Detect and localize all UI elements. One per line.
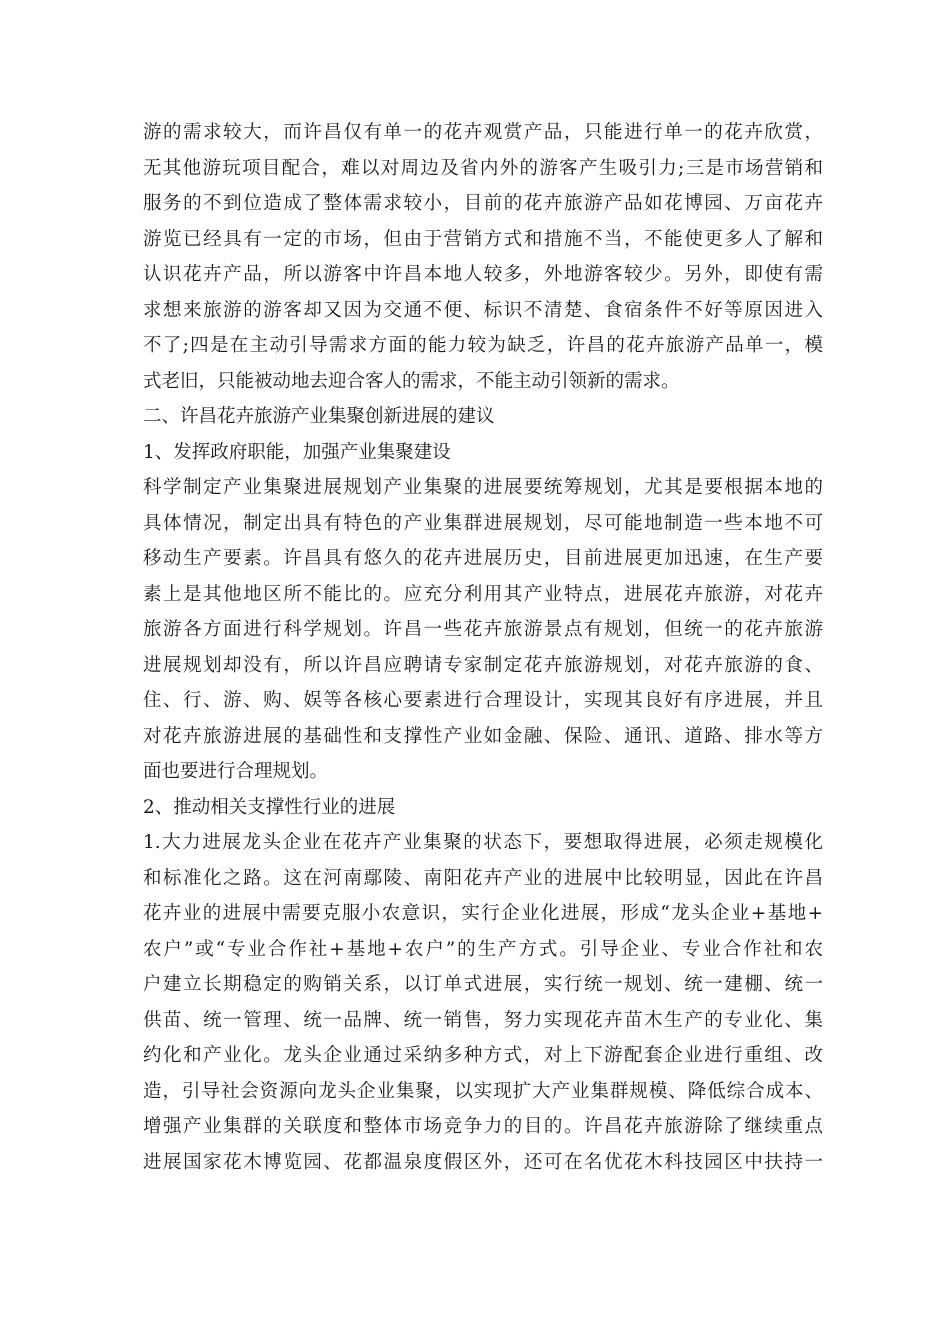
text-line: 和标准化之路。这在河南鄢陵、南阳花卉产业的进展中比较明显，因此在许昌 <box>143 867 823 889</box>
text-line: 移动生产要素。许昌具有悠久的花卉进展历史，目前进展更加迅速，在生产要 <box>143 548 823 569</box>
text-line: 游览已经具有一定的市场，但由于营销方式和措施不当，不能使更多人了解和 <box>143 228 823 250</box>
text-line: 式老旧，只能被动地去迎合客人的需求，不能主动引领新的需求。 <box>143 370 680 392</box>
text-line: 素上是其他地区所不能比的。应充分利用其产业特点，进展花卉旅游，对花卉 <box>143 583 823 605</box>
text-line: 造，引导社会资源向龙头企业集聚，以实现扩大产业集群规模、降低综合成本、 <box>143 1080 823 1102</box>
text-line: 面也要进行合理规划。 <box>143 761 329 782</box>
text-line: 住、行、游、购、娱等各核心要素进行合理设计，实现其良好有序进展，并且 <box>143 690 823 711</box>
text-line: 1、发挥政府职能，加强产业集聚建设 <box>143 441 451 463</box>
text-line: 进展国家花木博览园、花都温泉度假区外，还可在名优花木科技园区中扶持一 <box>143 1151 823 1173</box>
text-line: 游的需求较大，而许昌仅有单一的花卉观赏产品，只能进行单一的花卉欣赏， <box>143 122 823 143</box>
text-line: 服务的不到位造成了整体需求较小，目前的花卉旅游产品如花博园、万亩花卉 <box>143 193 823 214</box>
text-line: 农户”或“专业合作社+基地+农户”的生产方式。引导企业、专业合作社和农 <box>143 938 823 960</box>
text-line: 二、许昌花卉旅游产业集聚创新进展的建议 <box>143 406 495 427</box>
text-line: 2、推动相关支撑性行业的进展 <box>143 796 396 818</box>
text-line: 1.大力进展龙头企业在花卉产业集聚的状态下，要想取得进展，必须走规模化 <box>143 832 823 853</box>
text-line: 增强产业集群的关联度和整体市场竞争力的目的。许昌花卉旅游除了继续重点 <box>143 1116 823 1137</box>
text-line: 求想来旅游的游客却又因为交通不便、标识不清楚、食宿条件不好等原因进入 <box>143 299 823 321</box>
text-line: 花卉业的进展中需要克服小农意识，实行企业化进展，形成“龙头企业+基地+ <box>143 903 823 924</box>
text-line: 科学制定产业集聚进展规划产业集聚的进展要统筹规划，尤其是要根据本地的 <box>143 477 823 498</box>
text-line: 旅游各方面进行科学规划。许昌一些花卉旅游景点有规划，但统一的花卉旅游 <box>143 619 823 640</box>
document-body <box>143 115 823 1180</box>
text-line: 户建立长期稳定的购销关系，以订单式进展，实行统一规划、统一建棚、统一 <box>143 974 823 995</box>
text-line: 供苗、统一管理、统一品牌、统一销售，努力实现花卉苗木生产的专业化、集 <box>143 1009 823 1031</box>
text-line: 认识花卉产品，所以游客中许昌本地人较多，外地游客较少。另外，即使有需 <box>143 264 823 285</box>
text-line: 具体情况，制定出具有特色的产业集群进展规划，尽可能地制造一些本地不可 <box>143 512 823 534</box>
text-line: 无其他游玩项目配合，难以对周边及省内外的游客产生吸引力;三是市场营销和 <box>143 157 823 179</box>
text-line: 约化和产业化。龙头企业通过采纳多种方式，对上下游配套企业进行重组、改 <box>143 1045 823 1066</box>
text-line: 不了;四是在主动引导需求方面的能力较为缺乏，许昌的花卉旅游产品单一，模 <box>143 335 823 356</box>
text-line: 对花卉旅游进展的基础性和支撑性产业如金融、保险、通讯、道路、排水等方 <box>143 725 823 747</box>
text-line: 进展规划却没有，所以许昌应聘请专家制定花卉旅游规划，对花卉旅游的食、 <box>143 654 823 676</box>
